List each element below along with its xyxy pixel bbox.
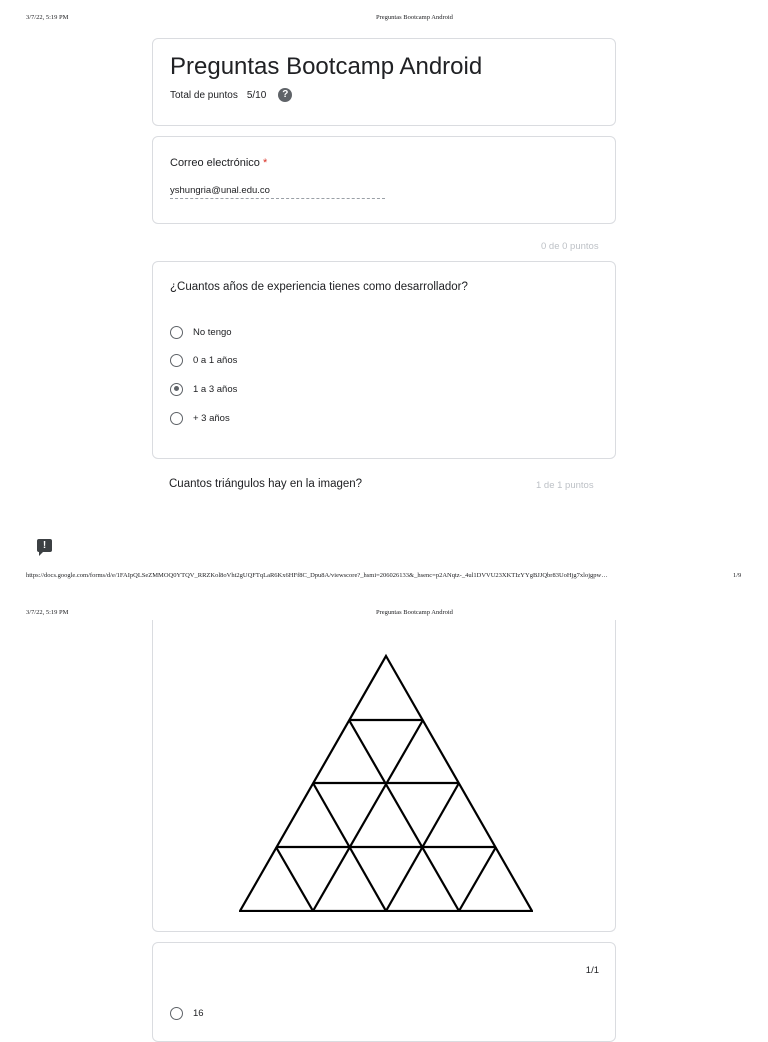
question-title: ¿Cuantos años de experiencia tienes como desarrollador? — [170, 281, 468, 293]
question-title-triangles: Cuantos triángulos hay en la imagen? — [169, 478, 363, 490]
option-1-a-3[interactable] — [170, 381, 237, 397]
question-points: 0 de 0 puntos — [541, 241, 599, 252]
email-label — [170, 157, 267, 169]
radio-button[interactable] — [170, 326, 183, 339]
form-title: Preguntas Bootcamp Android — [170, 53, 483, 80]
grid-line — [313, 720, 423, 911]
print-page-number: 1/9 — [733, 572, 742, 579]
question-image-card — [152, 620, 616, 932]
form-header-card — [152, 38, 616, 126]
radio-button-selected[interactable] — [170, 383, 183, 396]
report-feedback-icon[interactable]: ! — [37, 539, 52, 552]
triangles-image — [239, 650, 533, 912]
radio-button[interactable] — [170, 1007, 183, 1020]
answer-card-triangles — [152, 942, 616, 1042]
total-points-value: 5/10 — [246, 89, 267, 101]
radio-button[interactable] — [170, 354, 183, 367]
grid-line — [276, 847, 313, 911]
grid-line — [459, 847, 496, 911]
total-points-row — [170, 88, 292, 102]
option-label: 0 a 1 años — [193, 354, 238, 366]
question-points-triangles: 1 de 1 puntos — [536, 480, 594, 491]
radio-button[interactable] — [170, 412, 183, 425]
email-label-text: Correo electrónico — [170, 157, 260, 169]
required-asterisk: * — [262, 157, 268, 169]
print-timestamp: 3/7/22, 5:19 PM — [26, 14, 69, 21]
print-doc-title-page-2: Preguntas Bootcamp Android — [376, 609, 453, 616]
help-circle-icon[interactable]: ? — [278, 88, 292, 102]
option-mas-3[interactable] — [170, 410, 230, 426]
option-label: No tengo — [193, 326, 232, 338]
print-url: https://docs.google.com/forms/d/e/1FAIpQLSeZMMOQ0YTQV_RRZKol8oVht2gUQFTqLaR6Kx6HFf8C_Dpu8A/viewscore?_hsmi=206026133&_hsenc=p2ANqtz-_4ul1DVVU23XKTIzYYgBJJQbr83UoHjg7xlojgpw… — [26, 572, 608, 579]
email-card — [152, 136, 616, 224]
option-label: + 3 años — [193, 412, 230, 424]
option-label: 1 a 3 años — [193, 383, 238, 395]
option-0-a-1[interactable] — [170, 352, 237, 368]
grid-line — [349, 720, 459, 911]
option-16[interactable] — [170, 1005, 204, 1021]
question-card-experience — [152, 261, 616, 459]
email-field[interactable]: yshungria@unal.edu.co — [170, 185, 385, 199]
question-score: 1/1 — [585, 965, 599, 976]
print-doc-title: Preguntas Bootcamp Android — [376, 14, 453, 21]
total-points-label: Total de puntos — [170, 89, 238, 101]
option-label: 16 — [193, 1007, 204, 1019]
print-timestamp-page-2: 3/7/22, 5:19 PM — [26, 609, 69, 616]
option-no-tengo[interactable] — [170, 324, 232, 340]
